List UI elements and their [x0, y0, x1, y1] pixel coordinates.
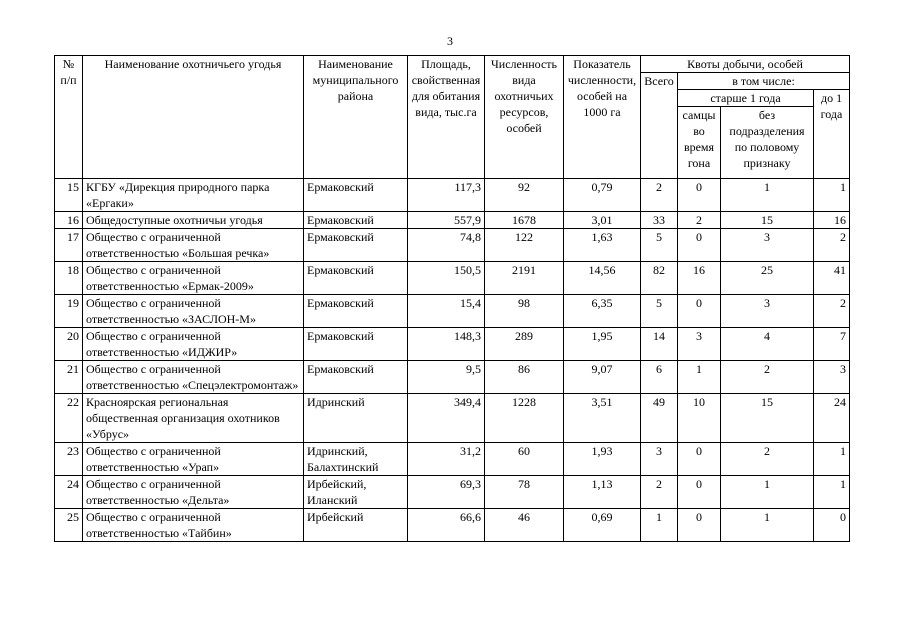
table-row — [55, 212, 850, 229]
cell-district: Ирбейский — [304, 509, 408, 542]
cell-density: 0,69 — [564, 509, 641, 542]
table-row — [55, 476, 850, 509]
cell-district: Ермаковский — [304, 229, 408, 262]
cell-total: 82 — [641, 262, 678, 295]
cell-total: 49 — [641, 394, 678, 443]
cell-area: 15,4 — [408, 295, 485, 328]
cell-total: 5 — [641, 295, 678, 328]
header-density: Показатель численности, особей на 1000 га — [564, 56, 641, 179]
cell-num: 24 — [55, 476, 83, 509]
cell-num: 18 — [55, 262, 83, 295]
cell-hunting-ground: Общество с ограниченной ответственностью «Большая речка» — [83, 229, 304, 262]
cell-area: 148,3 — [408, 328, 485, 361]
cell-num: 25 — [55, 509, 83, 542]
table-row — [55, 262, 850, 295]
cell-hunting-ground: Общество с ограниченной ответственностью «ИДЖИР» — [83, 328, 304, 361]
cell-males: 10 — [678, 394, 721, 443]
cell-hunting-ground: Общество с ограниченной ответственностью «Дельта» — [83, 476, 304, 509]
cell-total: 6 — [641, 361, 678, 394]
cell-males: 2 — [678, 212, 721, 229]
cell-area: 74,8 — [408, 229, 485, 262]
cell-hunting-ground: Общедоступные охотничьи угодья — [83, 212, 304, 229]
cell-num: 19 — [55, 295, 83, 328]
cell-population: 1228 — [485, 394, 564, 443]
cell-under-one: 3 — [814, 361, 850, 394]
cell-num: 15 — [55, 179, 83, 212]
cell-under-one: 1 — [814, 443, 850, 476]
cell-males: 16 — [678, 262, 721, 295]
cell-population: 78 — [485, 476, 564, 509]
cell-no-sex: 15 — [721, 212, 814, 229]
header-num: № п/п — [55, 56, 83, 179]
cell-density: 9,07 — [564, 361, 641, 394]
cell-no-sex: 1 — [721, 476, 814, 509]
cell-density: 3,01 — [564, 212, 641, 229]
header-total: Всего — [641, 73, 678, 179]
cell-num: 16 — [55, 212, 83, 229]
cell-hunting-ground: КГБУ «Дирекция природного парка «Ергаки» — [83, 179, 304, 212]
cell-no-sex: 3 — [721, 229, 814, 262]
cell-area: 9,5 — [408, 361, 485, 394]
cell-area: 117,3 — [408, 179, 485, 212]
cell-total: 33 — [641, 212, 678, 229]
cell-density: 14,56 — [564, 262, 641, 295]
header-area: Площадь, свойственная для обитания вида, тыс.га — [408, 56, 485, 179]
cell-hunting-ground: Общество с ограниченной ответственностью «Тайбин» — [83, 509, 304, 542]
cell-no-sex: 3 — [721, 295, 814, 328]
cell-hunting-ground: Общество с ограниченной ответственностью «Спецэлектромонтаж» — [83, 361, 304, 394]
header-including: в том числе: — [678, 73, 850, 90]
cell-density: 1,95 — [564, 328, 641, 361]
cell-population: 289 — [485, 328, 564, 361]
cell-total: 14 — [641, 328, 678, 361]
cell-area: 349,4 — [408, 394, 485, 443]
table-row — [55, 394, 850, 443]
table-row — [55, 328, 850, 361]
cell-num: 23 — [55, 443, 83, 476]
cell-hunting-ground: Красноярская региональная общественная организация охотников «Убрус» — [83, 394, 304, 443]
table-row — [55, 229, 850, 262]
cell-no-sex: 1 — [721, 509, 814, 542]
cell-district: Ирбейский, Иланский — [304, 476, 408, 509]
header-under-one-year: до 1 года — [814, 90, 850, 179]
table-row — [55, 443, 850, 476]
cell-district: Ермаковский — [304, 295, 408, 328]
header-quota: Квоты добычи, особей — [641, 56, 850, 73]
cell-hunting-ground: Общество с ограниченной ответственностью «Урап» — [83, 443, 304, 476]
table-row — [55, 179, 850, 212]
cell-hunting-ground: Общество с ограниченной ответственностью «ЗАСЛОН-М» — [83, 295, 304, 328]
header-males: самцы во время гона — [678, 107, 721, 179]
cell-under-one: 2 — [814, 295, 850, 328]
cell-under-one: 2 — [814, 229, 850, 262]
cell-population: 60 — [485, 443, 564, 476]
cell-no-sex: 25 — [721, 262, 814, 295]
cell-population: 122 — [485, 229, 564, 262]
table-row — [55, 361, 850, 394]
table-body — [55, 179, 850, 542]
cell-under-one: 24 — [814, 394, 850, 443]
cell-population: 2191 — [485, 262, 564, 295]
cell-district: Идринский, Балахтинский — [304, 443, 408, 476]
cell-total: 2 — [641, 476, 678, 509]
cell-total: 1 — [641, 509, 678, 542]
cell-population: 92 — [485, 179, 564, 212]
cell-num: 22 — [55, 394, 83, 443]
table-row — [55, 295, 850, 328]
cell-no-sex: 2 — [721, 361, 814, 394]
header-name: Наименование охотничьего угодья — [83, 56, 304, 179]
page-number: 3 — [447, 34, 453, 48]
cell-under-one: 1 — [814, 476, 850, 509]
cell-hunting-ground: Общество с ограниченной ответственностью «Ермак-2009» — [83, 262, 304, 295]
cell-males: 0 — [678, 229, 721, 262]
cell-num: 17 — [55, 229, 83, 262]
cell-density: 1,93 — [564, 443, 641, 476]
cell-district: Ермаковский — [304, 328, 408, 361]
cell-population: 86 — [485, 361, 564, 394]
cell-area: 557,9 — [408, 212, 485, 229]
cell-males: 1 — [678, 361, 721, 394]
cell-no-sex: 2 — [721, 443, 814, 476]
cell-district: Ермаковский — [304, 361, 408, 394]
cell-males: 0 — [678, 476, 721, 509]
cell-density: 1,13 — [564, 476, 641, 509]
cell-total: 5 — [641, 229, 678, 262]
table-row — [55, 509, 850, 542]
cell-density: 6,35 — [564, 295, 641, 328]
cell-area: 66,6 — [408, 509, 485, 542]
cell-under-one: 1 — [814, 179, 850, 212]
header-population: Численность вида охотничьих ресурсов, особей — [485, 56, 564, 179]
cell-under-one: 41 — [814, 262, 850, 295]
cell-area: 69,3 — [408, 476, 485, 509]
cell-num: 20 — [55, 328, 83, 361]
cell-population: 46 — [485, 509, 564, 542]
cell-population: 98 — [485, 295, 564, 328]
cell-no-sex: 4 — [721, 328, 814, 361]
header-no-sex: без подразделения по половому признаку — [721, 107, 814, 179]
quota-table — [54, 55, 850, 542]
cell-males: 0 — [678, 509, 721, 542]
cell-district: Ермаковский — [304, 179, 408, 212]
cell-density: 0,79 — [564, 179, 641, 212]
cell-males: 0 — [678, 443, 721, 476]
cell-num: 21 — [55, 361, 83, 394]
cell-total: 2 — [641, 179, 678, 212]
cell-under-one: 16 — [814, 212, 850, 229]
cell-area: 150,5 — [408, 262, 485, 295]
cell-no-sex: 15 — [721, 394, 814, 443]
cell-no-sex: 1 — [721, 179, 814, 212]
cell-under-one: 7 — [814, 328, 850, 361]
cell-under-one: 0 — [814, 509, 850, 542]
cell-males: 3 — [678, 328, 721, 361]
cell-population: 1678 — [485, 212, 564, 229]
cell-density: 1,63 — [564, 229, 641, 262]
cell-total: 3 — [641, 443, 678, 476]
cell-males: 0 — [678, 295, 721, 328]
cell-district: Идринский — [304, 394, 408, 443]
cell-males: 0 — [678, 179, 721, 212]
cell-district: Ермаковский — [304, 262, 408, 295]
cell-density: 3,51 — [564, 394, 641, 443]
table-header — [55, 56, 850, 179]
cell-area: 31,2 — [408, 443, 485, 476]
header-over-one-year: старше 1 года — [678, 90, 814, 107]
header-district: Наименование муниципального района — [304, 56, 408, 179]
cell-district: Ермаковский — [304, 212, 408, 229]
